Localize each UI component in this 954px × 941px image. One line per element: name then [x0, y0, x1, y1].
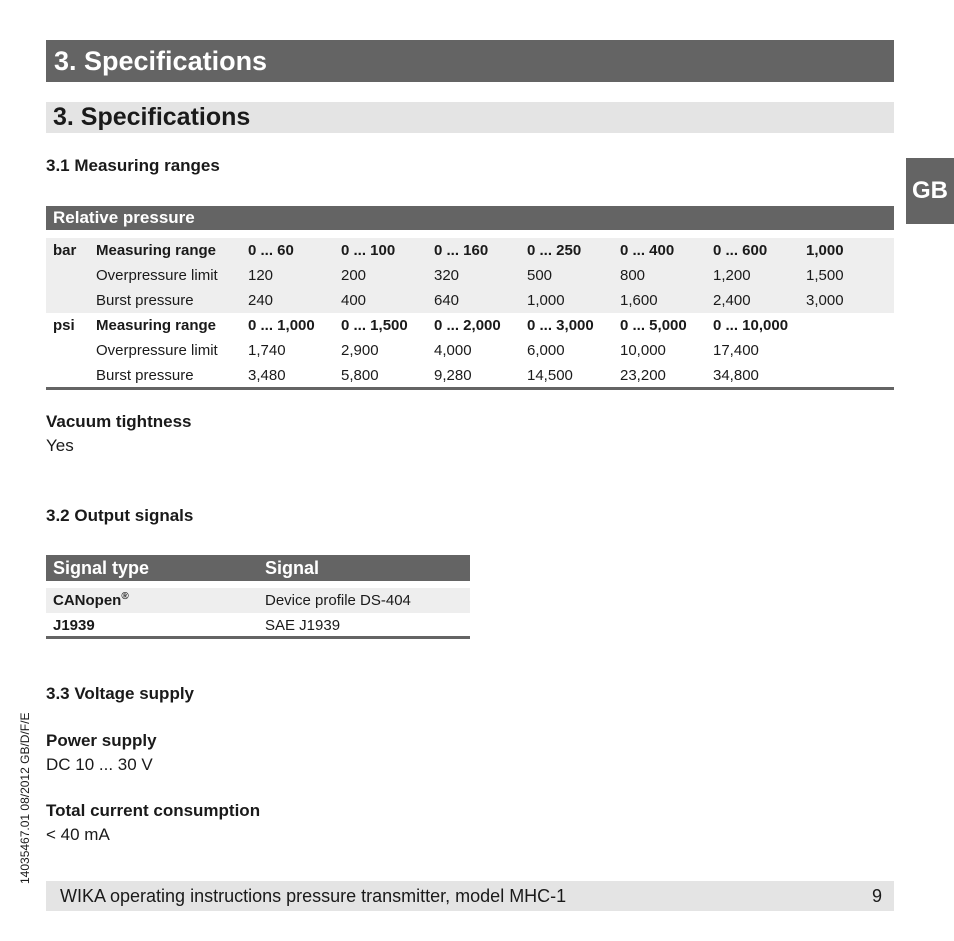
document-code: 14035467.01 08/2012 GB/D/F/E [18, 712, 32, 884]
power-supply-label: Power supply [46, 731, 157, 750]
table-cell: 6,000 [527, 342, 565, 359]
signal-type-cell: J1939 [53, 617, 95, 634]
table-cell: 0 ... 400 [620, 242, 675, 259]
table-cell: 0 ... 250 [527, 242, 582, 259]
row-label: Overpressure limit [96, 267, 218, 284]
table-cell: 2,400 [713, 292, 751, 309]
table-cell: 1,200 [713, 267, 751, 284]
table-cell: 200 [341, 267, 367, 284]
signal-type-header: Signal type [53, 558, 150, 578]
signal-table-header [46, 555, 470, 581]
table-cell: 0 ... 160 [434, 242, 489, 259]
table-cell: 0 ... 10,000 [713, 317, 789, 334]
table-cell: 17,400 [713, 342, 759, 359]
signal-type-cell: CANopen® [53, 591, 129, 609]
row-label: Measuring range [96, 317, 217, 334]
table-cell: 0 ... 5,000 [620, 317, 687, 334]
unit-label: bar [53, 242, 77, 259]
table-cell: 3,000 [806, 292, 844, 309]
table-bottom-rule [46, 387, 894, 390]
unit-label: psi [53, 317, 75, 334]
table-cell: 400 [341, 292, 367, 309]
table-cell: 0 ... 1,500 [341, 317, 408, 334]
vacuum-tightness-label: Vacuum tightness [46, 412, 192, 431]
table-cell: 5,800 [341, 367, 379, 384]
bar-measuring-range-row [46, 238, 894, 263]
chapter-heading-dark: 3. Specifications [46, 40, 894, 82]
row-label: Overpressure limit [96, 342, 218, 359]
footer-bar [46, 881, 894, 911]
bar-overpressure-limit-row [46, 263, 894, 288]
table-cell: 14,500 [527, 367, 573, 384]
table-cell: 1,000 [527, 292, 565, 309]
row-label: Burst pressure [96, 292, 194, 309]
table-cell: 640 [434, 292, 460, 309]
signal-table-bottom-rule [46, 636, 470, 639]
table-cell: 800 [620, 267, 646, 284]
language-tab: GB [906, 158, 954, 224]
chapter-heading-light: 3. Specifications [46, 102, 894, 133]
signal-cell: Device profile DS-404 [265, 592, 411, 609]
table-cell: 0 ... 2,000 [434, 317, 501, 334]
table-cell: 23,200 [620, 367, 666, 384]
table-cell: 0 ... 600 [713, 242, 768, 259]
power-supply-value: DC 10 ... 30 V [46, 755, 153, 774]
signal-row [46, 613, 470, 638]
table-cell: 0 ... 1,000 [248, 317, 315, 334]
table-cell: 0 ... 60 [248, 242, 294, 259]
table-cell: 2,900 [341, 342, 379, 359]
table-cell: 10,000 [620, 342, 666, 359]
signal-header: Signal [265, 558, 320, 578]
table-cell: 1,740 [248, 342, 286, 359]
row-label: Measuring range [96, 242, 217, 259]
section-heading-measuring-ranges: 3.1 Measuring ranges [46, 156, 220, 175]
relative-pressure-table-title: Relative pressure [46, 206, 894, 230]
table-cell: 3,480 [248, 367, 286, 384]
signal-row [46, 588, 470, 613]
table-cell: 0 ... 3,000 [527, 317, 594, 334]
table-cell: 1,500 [806, 267, 844, 284]
table-cell: 34,800 [713, 367, 759, 384]
current-consumption-value: < 40 mA [46, 825, 110, 844]
bar-burst-pressure-row [46, 288, 894, 313]
psi-overpressure-limit-row [46, 338, 894, 363]
table-cell: 0 ... 100 [341, 242, 396, 259]
signal-cell: SAE J1939 [265, 617, 341, 634]
page-number: 9 [871, 886, 882, 906]
table-cell: 4,000 [434, 342, 472, 359]
current-consumption-label: Total current consumption [46, 801, 261, 820]
table-cell: 1,000 [806, 242, 844, 259]
psi-burst-pressure-row [46, 363, 894, 388]
section-heading-voltage-supply: 3.3 Voltage supply [46, 684, 195, 703]
row-label: Burst pressure [96, 367, 194, 384]
footer-text: WIKA operating instructions pressure transmitter, model MHC-1 [60, 886, 567, 906]
table-cell: 120 [248, 267, 274, 284]
table-cell: 320 [434, 267, 460, 284]
table-cell: 9,280 [434, 367, 472, 384]
table-cell: 240 [248, 292, 274, 309]
psi-measuring-range-row [46, 313, 894, 338]
vacuum-tightness-value: Yes [46, 436, 74, 455]
table-cell: 1,600 [620, 292, 658, 309]
table-cell: 500 [527, 267, 553, 284]
section-heading-output-signals: 3.2 Output signals [46, 506, 194, 525]
